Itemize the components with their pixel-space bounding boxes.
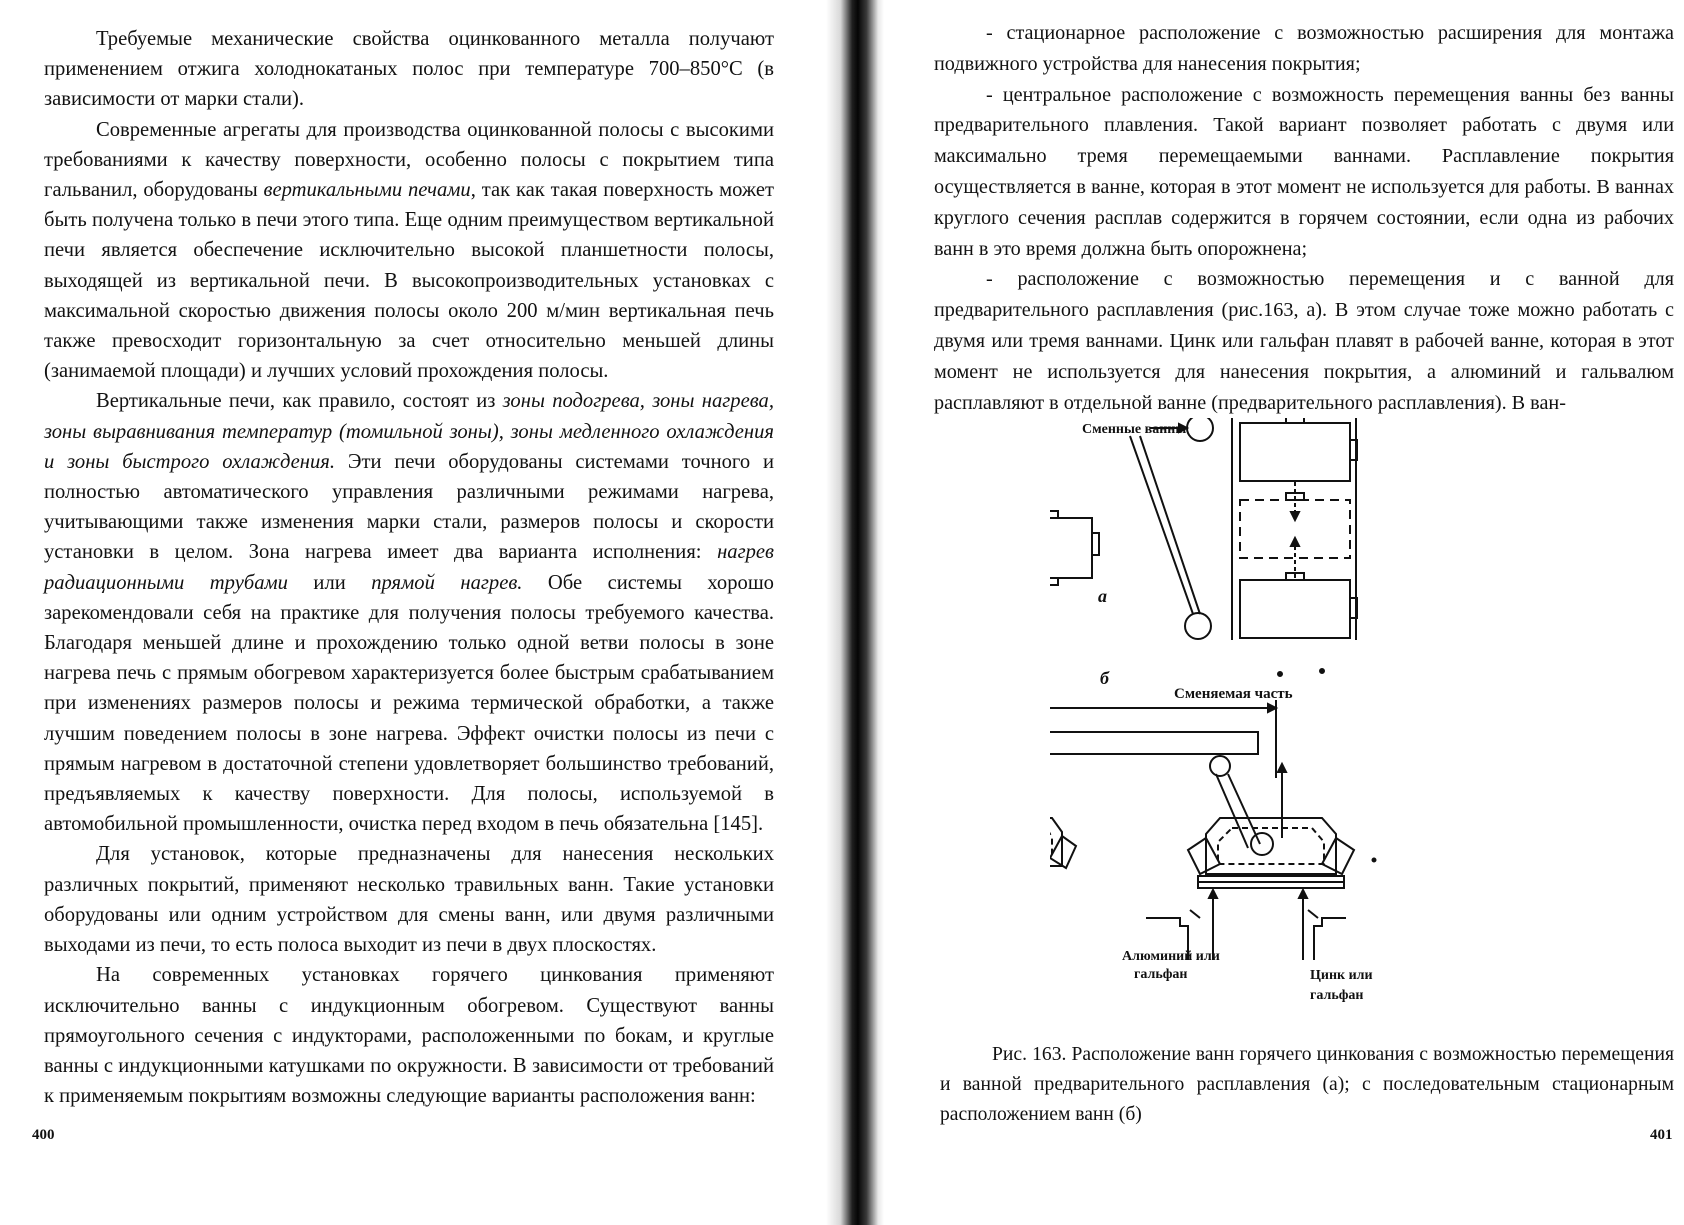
right-text-column [934,18,1674,418]
label-letter-b: б [1100,668,1109,688]
label-spare-baths: Сменные ванны [1082,422,1187,437]
label-letter-a: а [1098,586,1107,606]
right-page [900,0,1684,1225]
list-item: - расположение с возможностью перемещения и с ванной для предварительного расплавления (рис.163, а). В этом случае тоже можно работать с двумя или тремя ваннами. Цинк или гальфан плавят в рабочей ванне, которая в этот момент не используется для нанесения покрытия, а алюминий и гальвалюм расплавляют в отдельной ванне (предварительного расплавления). В ван- [934,268,1674,414]
figure-caption: Рис. 163. Расположение ванн горячего цинкования с возможностью перемещения и ванной предварительного расплавления (а); с последовательным стационарным расположением ванн (б) [940,1044,1674,1125]
paragraph: Вертикальные печи, как правило, состоят из зоны подогрева, зоны нагрева, зоны выравнивания температур (томильной зоны), зоны медленного охлаждения и зоны быстрого охлаждения. Эти печи оборудованы системами точного и полностью автоматического управления различными режимами нагрева, учитывающими также изменения марки стали, размеров полосы и скорости установки в целом. Зона нагрева имеет два варианта исполнения: нагрев радиационными трубами или прямой нагрев. Обе системы хорошо зарекомендовали себя на практике для получения полосы требуемого качества. Благодаря меньшей длине и прохождению только одной ветви полосы в зоне нагрева печь с прямым обогревом характеризуется более быстрым срабатыванием при изменениях размеров полосы и режима термической обработки, а также лучшим поведением полосы в зоне нагрева. Эффект очистки полосы из печи с прямым нагревом в достаточной степени удовлетворяет большинство требований, предъявляемых к качеству поверхности. Для полосы, используемой в автомобильной промышленности, очистка перед входом в печь обязательна [145]. [44,390,774,836]
list-item: - стационарное расположение с возможностью расширения для монтажа подвижного устройства для нанесения покрытия; [934,22,1674,75]
page-number-right: 401 [1650,1127,1673,1143]
italic-term: нагрев радиационными трубами [44,541,774,594]
bath-rect [1240,423,1350,481]
left-page [0,0,840,1225]
spare-bath-circle [1187,418,1213,441]
bath-rect [1050,518,1092,578]
book-gutter [826,0,884,1225]
italic-term: зоны подогрева, зоны нагрева, зоны выравнивания температур (томильной зоны), зоны медленного охлаждения и зоны быстрого охлаждения. [44,390,774,473]
paragraph: Для установок, которые предназначены для нанесения нескольких различных покрытий, применяют несколько травильных ванн. Такие установки оборудованы или одним устройством для смены ванн, или двумя различными выходами из печи, то есть полоса выходит из печи в двух плоскостях. [44,843,774,957]
page-number-left: 400 [32,1127,55,1143]
paragraph: Требуемые механические свойства оцинкованного металла получают применением отжига холоднокатаных полос при температуре 700–850°С (в зависимости от марки стали). [44,28,774,111]
figure-163 [1050,418,1630,1022]
figure-diagram [1050,418,1630,1022]
italic-term: вертикальными печами [263,179,471,202]
bath-rect [1240,580,1350,638]
label-zinc: Цинк или гальфан [1310,968,1373,1003]
bath-right [1206,818,1336,874]
spare-bath-circle [1185,613,1211,639]
left-text-column [44,24,774,1111]
paragraph: Современные агрегаты для производства оцинкованной полосы с высокими требованиями к качеству поверхности, особенно полосы с покрытием типа гальванил, оборудованы вертикальными печами, так как такая поверхность может быть получена только в печи этого типа. Еще одним преимуществом вертикальной печи является обеспечение исключительно высокой планшетности полосы, выходящей из вертикальной печи. В высокопроизводительных установках с максимальной скоростью движения полосы около 200 м/мин вертикальная печь также превосходит горизонтальную за счет относительно меньшей длины (занимаемой площади) и лучших условий прохождения полосы. [44,118,774,383]
italic-term: прямой нагрев. [371,571,523,594]
paragraph: На современных установках горячего цинкования применяют исключительно ванны с индукционным обогревом. Существуют ванны прямоугольного сечения с индукторами, расположенными по бокам, и круглые ванны с индукционными катушками по окружности. В зависимости от требований к применяемым покрытиям возможны следующие варианты расположения ванн: [44,964,774,1108]
label-aluminium: Алюминий или гальфан [1122,949,1220,982]
list-item: - центральное расположение с возможность перемещения ванны без ванны предварительного плавления. Такой вариант позволяет работать с двумя или максимально тремя перемещаемыми ваннами. Расплавление покрытия осуществляется в ванне, которая в этот момент не используется для работы. В ваннах круглого сечения расплав содержится в горячем состоянии, если одна из рабочих ванн в это время должна быть опорожнена; [934,83,1674,260]
label-replaceable-part: Сменяемая часть [1174,686,1293,702]
strip-beam [1050,732,1258,754]
